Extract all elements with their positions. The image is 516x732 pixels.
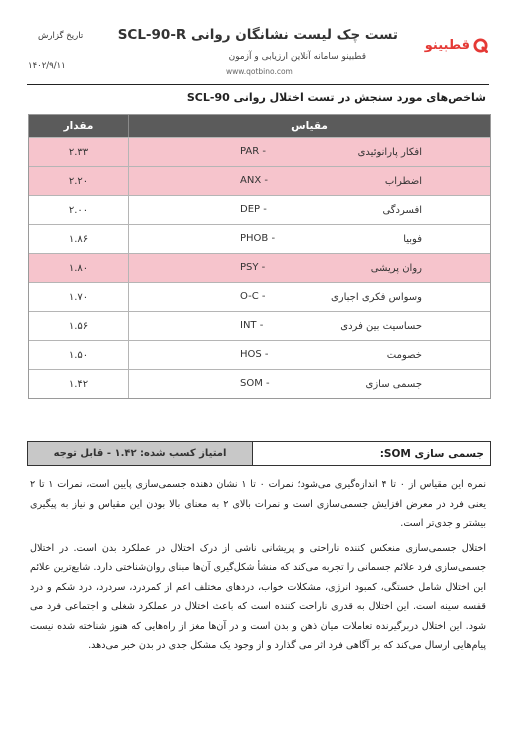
table-row — [29, 253, 490, 282]
scale-code: INT - — [240, 320, 264, 331]
table-row — [29, 369, 490, 398]
result-score-badge: امتیاز کسب شده: ۱.۴۲ - قابل توجه — [28, 442, 253, 465]
table-row — [29, 311, 490, 340]
scale-value: ۱.۵۰ — [29, 341, 129, 369]
scale-value: ۱.۴۲ — [29, 370, 129, 398]
description-paragraph: اختلال جسمی‌سازی منعکس کننده ناراحتی و پریشانی ناشی از درک اختلال در عملکرد بدن است. در اختلال جسمی‌سازی فرد علائم جسمانی را تجربه می‌کند که منشأ شکل‌گیری آن‌ها مبنای روان‌شناختی دارد. شایع‌ترین علائم این اختلال شامل خستگی، کمبود انرژی، مشکلات خواب، دردهای مختلف اعم از کمردرد، سردرد، درد شکم و درد قفسه سینه است. این اختلال به قدری ناراحت کننده است که باعث اختلال در عملکرد شغلی و اجتماعی فرد می شود. این اختلال دربرگیرنده تعاملات میان ذهن و بدن است و در آن‌ها مغز از راه‌هایی که هنوز شناخته شده نیست پیام‌هایی ارسال می‌کند که بر آگاهی فرد اثر می گذارد و از وجود یک مشکل جدی در بدن خبر می‌دهد. — [30, 542, 486, 651]
scale-value: ۲.۰۰ — [29, 196, 129, 224]
scale-value: ۲.۳۳ — [29, 138, 129, 166]
column-header-value: مقدار — [29, 115, 129, 137]
website-link[interactable]: www.qotbino.com — [226, 67, 293, 76]
scale-code: PHOB - — [240, 233, 276, 244]
scale-cell — [129, 225, 490, 253]
scale-code: HOS - — [240, 349, 269, 360]
scale-code: PSY - — [240, 262, 266, 273]
scale-value: ۱.۵۶ — [29, 312, 129, 340]
scale-value: ۱.۸۰ — [29, 254, 129, 282]
scale-description — [30, 475, 486, 656]
scale-cell — [129, 196, 490, 224]
scale-value: ۲.۲۰ — [29, 167, 129, 195]
table-row — [29, 224, 490, 253]
table-row — [29, 195, 490, 224]
report-date: ۱۴۰۲/۹/۱۱ — [28, 61, 66, 71]
scale-name: حساسیت بین فردی — [340, 321, 422, 332]
scale-code: DEP - — [240, 204, 267, 215]
table-row — [29, 282, 490, 311]
scale-name: روان پریشی — [370, 263, 422, 274]
scale-name: فوبیا — [403, 234, 422, 245]
report-header — [0, 0, 516, 86]
scale-code: SOM - — [240, 378, 270, 389]
scale-name: خصومت — [386, 350, 422, 361]
logo-mark-icon — [473, 38, 488, 53]
table-body — [29, 137, 490, 398]
scale-name: افکار پارانوئیدی — [357, 147, 422, 158]
scale-cell — [129, 167, 490, 195]
scale-code: ANX - — [240, 175, 268, 186]
column-header-scale: مقیاس — [291, 120, 328, 132]
table-row — [29, 137, 490, 166]
scale-cell — [129, 138, 490, 166]
scale-code: O-C - — [240, 291, 266, 302]
result-scale-label: جسمی سازی SOM: — [379, 447, 484, 460]
scale-cell — [129, 254, 490, 282]
header-divider — [27, 84, 489, 85]
report-subtitle: قطبینو سامانه آنلاین ارزیابی و آزمون — [228, 52, 366, 62]
result-box — [27, 441, 491, 466]
description-paragraph: نمره این مقیاس از ۰ تا ۴ اندازه‌گیری می‌شود؛ نمرات ۰ تا ۱ نشان دهنده جسمی‌سازی پایین است، نمرات ۱ تا ۲ یعنی فرد در معرض افزایش جسمی‌سازی است و نمرات بالای ۲ به معنای بالا بودن این مقیاس و نیاز به پیگیری بیشتر و جدی‌تر است. — [30, 479, 487, 529]
scale-cell — [129, 370, 490, 398]
scale-name: افسردگی — [382, 205, 422, 216]
report-date-label: تاریخ گزارش — [38, 31, 84, 41]
table-header-row — [29, 115, 490, 137]
scale-value: ۱.۷۰ — [29, 283, 129, 311]
scales-table — [28, 114, 491, 399]
report-title: تست چک لیست نشانگان روانی SCL-90-R — [117, 27, 398, 43]
scale-value: ۱.۸۶ — [29, 225, 129, 253]
table-row — [29, 166, 490, 195]
scale-cell — [129, 341, 490, 369]
scale-code: PAR - — [240, 146, 266, 157]
scale-cell — [129, 283, 490, 311]
qotbino-logo — [425, 38, 488, 53]
scale-name: وسواس فکری اجباری — [330, 292, 422, 303]
scale-cell — [129, 312, 490, 340]
scale-name: اضطراب — [384, 176, 422, 187]
table-heading: شاخص‌های مورد سنجش در تست اختلال روانی SCL-90 — [186, 91, 486, 104]
table-row — [29, 340, 490, 369]
scale-name: جسمی سازی — [365, 379, 422, 390]
logo-text: قطبینو — [424, 38, 470, 53]
